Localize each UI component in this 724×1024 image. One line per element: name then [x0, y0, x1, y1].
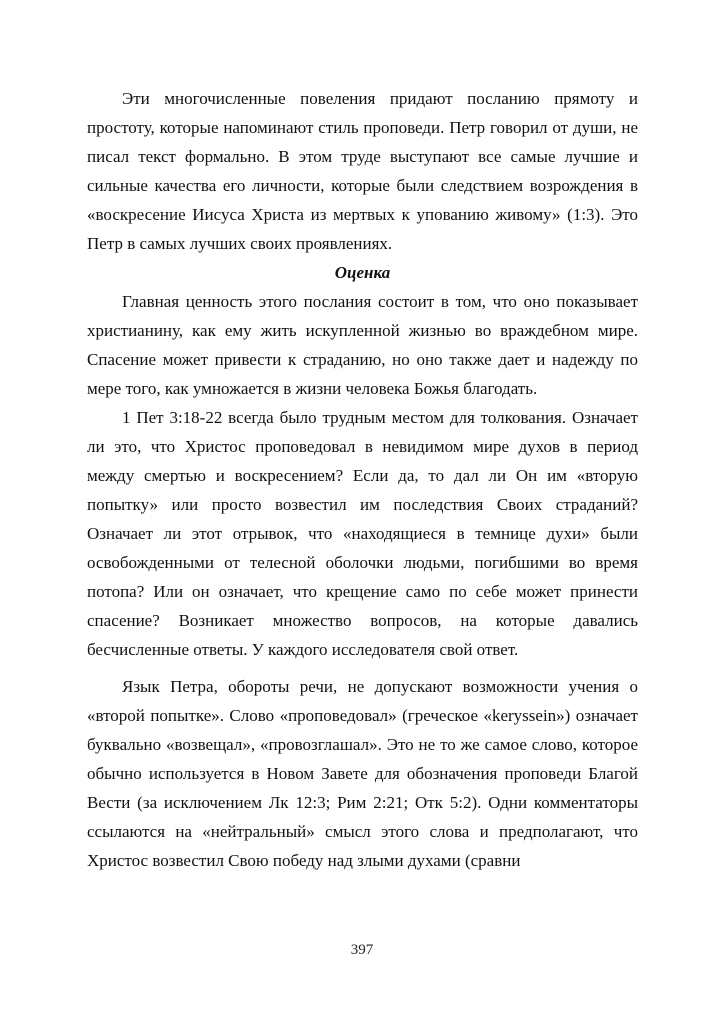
text-line: Главная ценность этого послания состоит в том, что оно показывает — [122, 292, 638, 311]
paragraph-intro — [87, 84, 638, 258]
text-line: ли это, что Христос проповедовал в невидимом мире духов в период — [87, 437, 638, 456]
text-line: простоту, которые напоминают стиль проповеди. Петр говорил от души, не — [87, 118, 638, 137]
text-line: ссылаются на «нейтральный» смысл этого слова и предполагают, что — [87, 822, 638, 841]
paragraph-interpretation — [87, 403, 638, 664]
document-page — [87, 84, 638, 875]
text-line: сильные качества его личности, которые были следствием возрождения в — [87, 176, 638, 195]
section-heading: Оценка — [334, 263, 391, 282]
text-line: христианину, как ему жить искупленной жизнью во враждебном мире. — [87, 321, 638, 340]
text-line: потопа? Или он означает, что крещение само по себе может принести — [87, 582, 638, 601]
text-line: между смертью и воскресением? Если да, то дал ли Он им «вторую — [87, 466, 638, 485]
paragraph-spacer — [87, 664, 638, 672]
text-line: Язык Петра, обороты речи, не допускают возможности учения о — [122, 677, 638, 696]
text-line: «второй попытке». Слово «проповедовал» (греческое «keryssein») означает — [87, 706, 638, 725]
page-number: 397 — [350, 942, 374, 958]
text-line: писал текст формально. В этом труде выступают все самые лучшие и — [87, 147, 638, 166]
text-line: Христос возвестил Свою победу над злыми духами (сравни — [87, 851, 521, 870]
text-line: Петр в самых лучших своих проявлениях. — [87, 234, 393, 253]
paragraph-value — [87, 287, 638, 403]
text-line: мере того, как умножается в жизни человека Божья благодать. — [87, 379, 538, 398]
text-line: Эти многочисленные повеления придают посланию прямоту и — [122, 89, 638, 108]
text-line: «воскресение Иисуса Христа из мертвых к упованию живому» (1:3). Это — [87, 205, 638, 224]
text-line: бесчисленные ответы. У каждого исследователя свой ответ. — [87, 640, 519, 659]
text-line: Спасение может привести к страданию, но оно также дает и надежду по — [87, 350, 638, 369]
text-line: буквально «возвещал», «провозглашал». Это не то же самое слово, которое — [87, 735, 638, 754]
paragraph-language — [87, 672, 638, 875]
text-line: спасение? Возникает множество вопросов, на которые давались — [87, 611, 638, 630]
text-line: Вести (за исключением Лк 12:3; Рим 2:21; Отк 5:2). Одни комментаторы — [87, 793, 638, 812]
text-line: 1 Пет 3:18-22 всегда было трудным местом для толкования. Означает — [122, 408, 638, 427]
text-line: Означает ли этот отрывок, что «находящиеся в темнице духи» были — [87, 524, 638, 543]
text-line: обычно используется в Новом Завете для обозначения проповеди Благой — [87, 764, 638, 783]
text-line: освобожденными от телесной оболочки людьми, погибшими во время — [87, 553, 638, 572]
text-line: попытку» или просто возвестил им последствия Своих страданий? — [87, 495, 638, 514]
